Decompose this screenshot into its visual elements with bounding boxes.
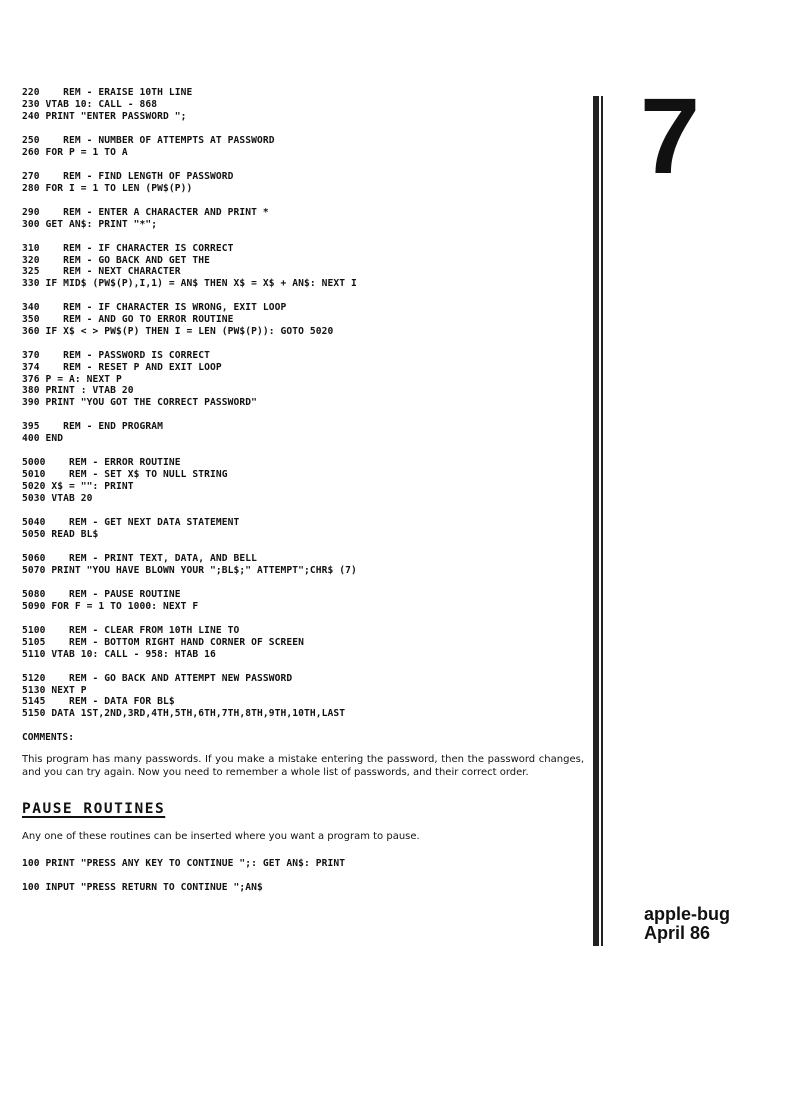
code-line: 370 REM - PASSWORD IS CORRECT: [22, 350, 211, 362]
code-line: 400 END: [22, 433, 64, 445]
code-line: 5090 FOR F = 1 TO 1000: NEXT F: [22, 600, 199, 612]
code-line: 5130 NEXT P: [22, 684, 87, 696]
code-example: 100 INPUT "PRESS RETURN TO CONTINUE ";AN$: [22, 881, 263, 893]
code-line: 310 REM - IF CHARACTER IS CORRECT: [22, 242, 234, 254]
code-line: 5030 VTAB 20: [22, 492, 93, 504]
code-line: 270 REM - FIND LENGTH OF PASSWORD: [22, 170, 234, 182]
code-line: 340 REM - IF CHARACTER IS WRONG, EXIT LOOP: [22, 302, 287, 314]
code-line: 376 P = A: NEXT P: [22, 373, 122, 385]
code-line: 5070 PRINT "YOU HAVE BLOWN YOUR ";BL$;" ATTEMPT";CHR$ (7): [22, 564, 357, 576]
code-group: [22, 302, 587, 337]
code-line: 360 IF X$ < > PW$(P) THEN I = LEN (PW$(P)): GOTO 5020: [22, 325, 334, 337]
code-line: 280 FOR I = 1 TO LEN (PW$(P)): [22, 182, 193, 194]
code-line: 240 PRINT "ENTER PASSWORD ";: [22, 110, 187, 122]
code-example: 100 PRINT "PRESS ANY KEY TO CONTINUE ";: GET AN$: PRINT: [22, 857, 346, 869]
code-group: [22, 457, 587, 504]
code-line: 5150 DATA 1ST,2ND,3RD,4TH,5TH,6TH,7TH,8TH,9TH,10TH,LAST: [22, 708, 346, 720]
section-title: PAUSE ROUTINES: [22, 801, 166, 818]
code-group: [22, 171, 587, 195]
margin-rule-thick: [593, 96, 599, 946]
code-group: [22, 517, 587, 541]
comments-heading: COMMENTS:: [22, 732, 74, 744]
comments-paragraph: This program has many passwords. If you make a mistake entering the password, then the password changes, and you can try again. Now you need to remember a whole list of passwords, and their correct order.: [22, 754, 584, 778]
code-line: 230 VTAB 10: CALL - 868: [22, 98, 158, 110]
code-line: 300 GET AN$: PRINT "*";: [22, 218, 158, 230]
code-group: [22, 673, 587, 720]
code-group: [22, 625, 587, 660]
code-line: 5100 REM - CLEAR FROM 10TH LINE TO: [22, 624, 240, 636]
code-line: 5145 REM - DATA FOR BL$: [22, 696, 175, 708]
code-line: 290 REM - ENTER A CHARACTER AND PRINT *: [22, 206, 269, 218]
code-line: 250 REM - NUMBER OF ATTEMPTS AT PASSWORD: [22, 134, 275, 146]
code-line: 5040 REM - GET NEXT DATA STATEMENT: [22, 517, 240, 529]
code-line: 390 PRINT "YOU GOT THE CORRECT PASSWORD": [22, 397, 258, 409]
code-group: [22, 589, 587, 613]
code-line: 325 REM - NEXT CHARACTER: [22, 266, 181, 278]
code-group: [22, 135, 587, 159]
code-line: 5050 READ BL$: [22, 528, 99, 540]
code-group: [22, 350, 587, 409]
code-line: 5010 REM - SET X$ TO NULL STRING: [22, 469, 228, 481]
code-line: 320 REM - GO BACK AND GET THE: [22, 254, 211, 266]
code-group: [22, 553, 587, 577]
code-group: [22, 421, 587, 445]
code-group: [22, 87, 587, 122]
margin-rule-thin: [601, 96, 603, 946]
code-line: 5020 X$ = "": PRINT: [22, 481, 134, 493]
code-line: 5000 REM - ERROR ROUTINE: [22, 457, 181, 469]
publication-label: [644, 905, 730, 943]
code-line: 395 REM - END PROGRAM: [22, 421, 164, 433]
code-line: 5120 REM - GO BACK AND ATTEMPT NEW PASSWORD: [22, 672, 293, 684]
code-line: 260 FOR P = 1 TO A: [22, 146, 128, 158]
code-group: [22, 243, 587, 290]
code-line: 220 REM - ERAISE 10TH LINE: [22, 87, 193, 98]
chapter-number: 7: [640, 75, 699, 196]
code-group: [22, 207, 587, 231]
section-intro: Any one of these routines can be inserted where you want a program to pause.: [22, 831, 420, 843]
code-line: 5080 REM - PAUSE ROUTINE: [22, 589, 181, 600]
code-line: 330 IF MID$ (PW$(P),I,1) = AN$ THEN X$ = X$ + AN$: NEXT I: [22, 278, 357, 290]
code-line: 5105 REM - BOTTOM RIGHT HAND CORNER OF SCREEN: [22, 636, 305, 648]
code-line: 374 REM - RESET P AND EXIT LOOP: [22, 361, 222, 373]
code-line: 380 PRINT : VTAB 20: [22, 385, 134, 397]
code-line: 5110 VTAB 10: CALL - 958: HTAB 16: [22, 648, 216, 660]
code-line: 5060 REM - PRINT TEXT, DATA, AND BELL: [22, 553, 258, 565]
publication-name: apple-bug: [644, 904, 730, 924]
code-line: 350 REM - AND GO TO ERROR ROUTINE: [22, 314, 234, 326]
code-listing: [22, 87, 587, 894]
publication-issue: April 86: [644, 923, 711, 943]
